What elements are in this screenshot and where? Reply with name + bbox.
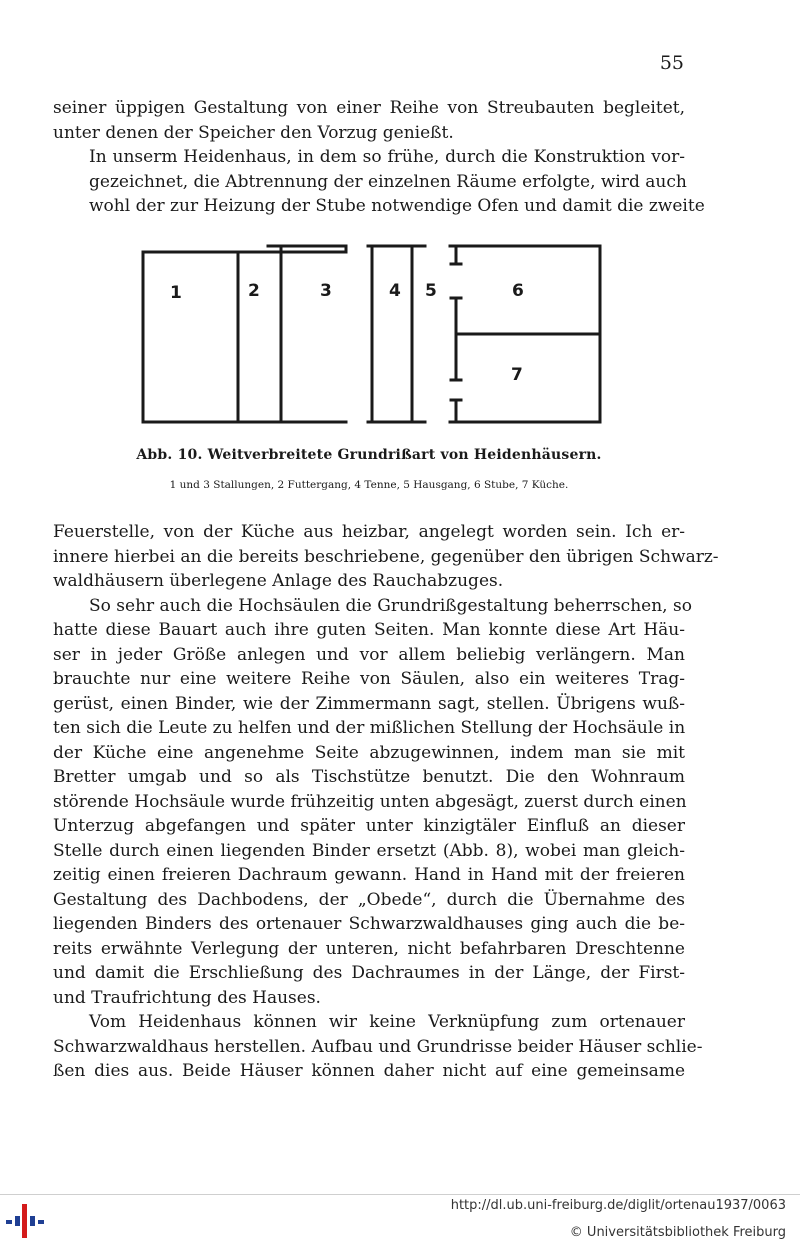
text-line: Unterzug abgefangen und später unter kinzigtäler Einfluß an dieser [53,816,685,836]
source-url-link[interactable]: http://dl.ub.uni-freiburg.de/diglit/ortenau1937/0063 [450,1198,786,1213]
text-line: ßen dies aus. Beide Häuser können daher nicht auf eine gemeinsame [53,1061,685,1081]
text-line: brauchte nur eine weitere Reihe von Säulen, also ein weiteres Trag- [53,669,685,689]
figure-caption: Abb. 10. Weitverbreitete Grundrißart von Heidenhäusern. [136,447,602,463]
text-line: seiner üppigen Gestaltung von einer Reihe von Streubauten begleitet, [53,98,685,118]
room-label-4: 4 [389,281,401,301]
text-line: und Traufrichtung des Hauses. [53,987,321,1008]
text-line: reits erwähnte Verlegung der unteren, nicht befahrbaren Dreschtenne [53,938,685,959]
text-line: Gestaltung des Dachbodens, der „Obede“, durch die Übernahme des [53,889,685,910]
footer-bar [0,1192,800,1249]
text-line: und damit die Erschließung des Dachraumes in der Länge, der First- [53,963,685,983]
text-line: Schwarzwaldhaus herstellen. Aufbau und Grundrisse beider Häuser schlie- [53,1036,703,1057]
ub-freiburg-logo-icon [6,1202,46,1238]
text-line: der Küche eine angenehme Seite abzugewinnen, indem man sie mit [53,742,685,763]
text-line: innere hierbei an die bereits beschriebene, gegenüber den übrigen Schwarz- [53,546,719,567]
floor-plan-figure [138,238,608,438]
text-line: Vom Heidenhaus können wir keine Verknüpfung zum ortenauer [89,1012,685,1032]
bottom-text-block [53,520,719,1084]
room-label-7: 7 [511,365,523,385]
text-line: zeitig einen freieren Dachraum gewann. Hand in Hand mit der freieren [53,865,685,885]
text-line: unter denen der Speicher den Vorzug genießt. [53,122,454,143]
room-label-2: 2 [248,281,260,301]
room-label-3: 3 [320,281,332,301]
room-label-6: 6 [512,281,524,301]
text-line: Bretter umgab und so als Tischstütze benutzt. Die den Wohnraum [53,767,685,787]
text-line: ser in jeder Größe anlegen und vor allem beliebig verlängern. Man [53,644,685,665]
text-line: gezeichnet, die Abtrennung der einzelnen Räume erfolgte, wird auch [89,171,687,192]
paragraph [53,520,719,594]
paragraph [53,145,705,219]
top-text-block [53,96,705,219]
paragraph [53,1010,703,1084]
text-line: hatte diese Bauart auch ihre guten Seiten. Man konnte diese Art Häu- [53,620,685,640]
text-line: gerüst, einen Binder, wie der Zimmermann sagt, stellen. Übrigens wuß- [53,693,685,714]
text-line: liegenden Binders des ortenauer Schwarzwaldhauses ging auch die be- [53,914,685,934]
room-label-1: 1 [170,283,182,303]
floor-plan-diagram [138,238,608,438]
text-line: wohl der zur Heizung der Stube notwendige Ofen und damit die zweite [89,196,705,216]
copyright-text: © Universitätsbibliothek Freiburg [569,1225,786,1240]
paragraph [53,594,692,1011]
footer-divider [0,1194,800,1195]
text-line: ten sich die Leute zu helfen und der mißlichen Stellung der Hochsäule in [53,718,686,738]
room-label-5: 5 [425,281,437,301]
text-line: So sehr auch die Hochsäulen die Grundrißgestaltung beherrschen, so [89,595,692,616]
paragraph [53,96,685,145]
text-line: Feuerstelle, von der Küche aus heizbar, angelegt worden sein. Ich er- [53,522,685,542]
text-line: In unserm Heidenhaus, in dem so frühe, durch die Konstruktion vor- [89,147,685,167]
text-line: störende Hochsäule wurde frühzeitig unten abgesägt, zuerst durch einen [53,791,687,812]
page-number: 55 [659,52,684,74]
figure-legend: 1 und 3 Stallungen, 2 Futtergang, 4 Tenne, 5 Hausgang, 6 Stube, 7 Küche. [169,479,569,491]
text-line: waldhäusern überlegene Anlage des Rauchabzuges. [53,571,504,591]
plan-wall [143,252,346,422]
text-line: Stelle durch einen liegenden Binder ersetzt (Abb. 8), wobei man gleich- [53,840,685,861]
